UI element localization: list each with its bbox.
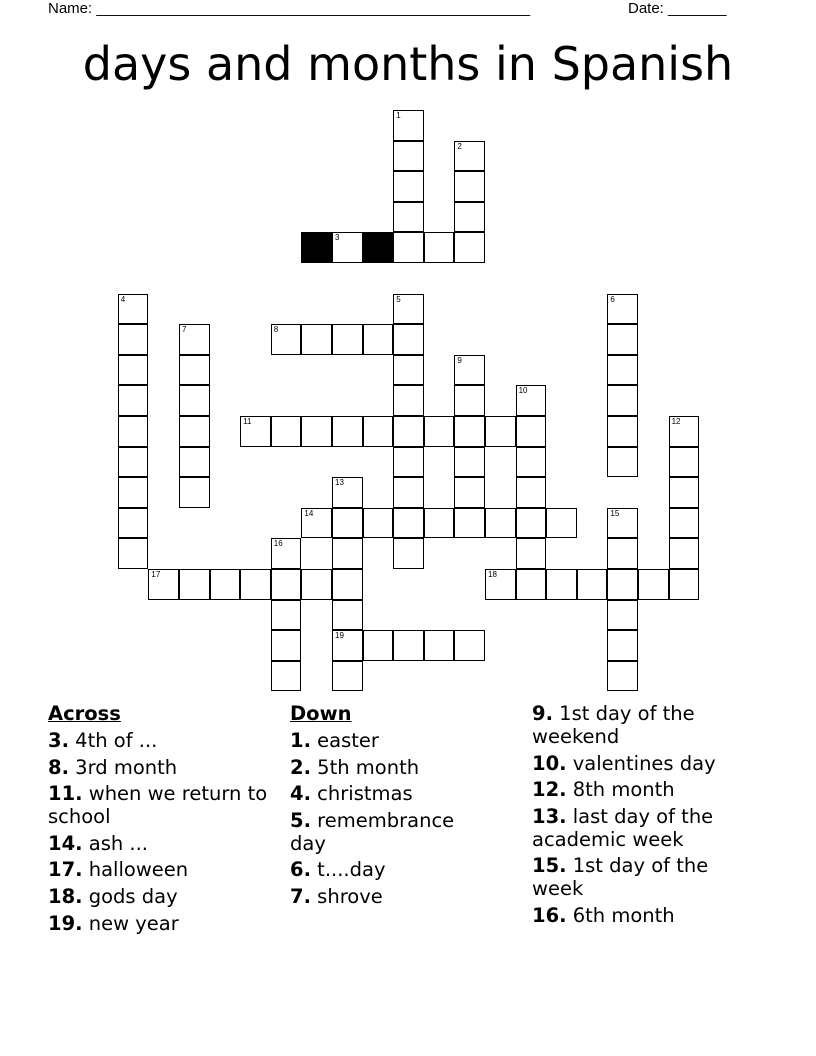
clue-item-number: 19. bbox=[48, 911, 83, 935]
clue-item-number: 4. bbox=[290, 782, 311, 806]
clue-number: 11 bbox=[243, 417, 252, 426]
clue-item bbox=[532, 805, 752, 851]
grid-cell[interactable] bbox=[271, 416, 302, 447]
clue-item bbox=[290, 809, 490, 855]
grid-cell[interactable] bbox=[393, 232, 424, 263]
clue-item-text: 1st day of the weekend bbox=[532, 702, 695, 748]
grid-cell[interactable] bbox=[393, 630, 424, 661]
grid-cell[interactable] bbox=[454, 171, 485, 202]
clue-number: 8 bbox=[273, 325, 279, 335]
grid-cell[interactable] bbox=[607, 324, 638, 355]
grid-cell[interactable] bbox=[516, 477, 547, 508]
grid-cell[interactable] bbox=[118, 477, 149, 508]
grid-cell[interactable] bbox=[424, 630, 455, 661]
clue-item bbox=[290, 729, 490, 752]
clue-number: 10 bbox=[518, 386, 528, 396]
grid-cell[interactable] bbox=[516, 569, 547, 600]
grid-cell[interactable] bbox=[485, 416, 516, 447]
clue-number: 12 bbox=[671, 417, 681, 426]
grid-cell[interactable] bbox=[240, 416, 271, 447]
grid-cell[interactable] bbox=[454, 232, 485, 263]
grid-cell[interactable] bbox=[179, 324, 210, 355]
grid-block bbox=[301, 232, 332, 263]
grid-cell[interactable] bbox=[393, 294, 424, 325]
grid-cell[interactable] bbox=[393, 447, 424, 478]
grid-cell[interactable] bbox=[393, 416, 424, 447]
grid-cell[interactable] bbox=[485, 569, 516, 600]
clue-item-number: 6. bbox=[290, 858, 311, 882]
clue-item-number: 5. bbox=[290, 808, 311, 832]
clue-number: 13 bbox=[335, 478, 344, 488]
grid-cell[interactable] bbox=[454, 141, 485, 172]
clue-item-text: t....day bbox=[310, 858, 386, 882]
clue-item bbox=[48, 756, 288, 779]
down-clues bbox=[290, 702, 490, 912]
clue-item-text: christmas bbox=[310, 782, 413, 806]
grid-cell[interactable] bbox=[271, 600, 302, 631]
grid-cell[interactable] bbox=[607, 630, 638, 661]
across-clues bbox=[48, 702, 288, 938]
grid-cell[interactable] bbox=[485, 508, 516, 539]
grid-cell[interactable] bbox=[393, 202, 424, 233]
grid-block bbox=[363, 232, 394, 263]
grid-cell[interactable] bbox=[118, 447, 149, 478]
grid-cell[interactable] bbox=[516, 416, 547, 447]
clue-item-text: last day of the academic week bbox=[532, 804, 714, 851]
clue-item bbox=[290, 858, 490, 881]
clue-number: 16 bbox=[273, 539, 283, 549]
clue-item-text: 4th of ... bbox=[68, 729, 158, 752]
clue-number: 1 bbox=[396, 111, 401, 120]
grid-cell[interactable] bbox=[393, 477, 424, 508]
clue-item-number: 8. bbox=[48, 755, 69, 779]
grid-cell[interactable] bbox=[118, 416, 149, 447]
grid-cell[interactable] bbox=[516, 508, 547, 539]
clue-item bbox=[290, 756, 490, 779]
clue-item-number: 11. bbox=[48, 782, 83, 806]
clue-item-text: 8th month bbox=[566, 778, 675, 802]
clue-item bbox=[48, 885, 288, 908]
grid-cell[interactable] bbox=[424, 232, 455, 263]
clue-item-text: 5th month bbox=[310, 755, 420, 779]
grid-cell[interactable] bbox=[118, 508, 149, 539]
clue-number: 15 bbox=[610, 508, 620, 518]
grid-cell[interactable] bbox=[454, 630, 485, 661]
grid-cell[interactable] bbox=[607, 508, 638, 539]
clue-item-number: 7. bbox=[290, 884, 311, 908]
clue-item bbox=[532, 778, 752, 801]
grid-cell[interactable] bbox=[271, 538, 302, 569]
grid-cell[interactable] bbox=[669, 569, 700, 600]
grid-cell[interactable] bbox=[332, 538, 363, 569]
clue-item-number: 9. bbox=[532, 702, 553, 725]
name-field[interactable]: Name: ____________________________________________________ bbox=[48, 0, 531, 17]
clue-number: 3 bbox=[335, 233, 340, 243]
grid-cell[interactable] bbox=[179, 416, 210, 447]
grid-cell[interactable] bbox=[669, 447, 700, 478]
grid-cell[interactable] bbox=[393, 385, 424, 416]
clue-item-number: 1. bbox=[290, 729, 311, 752]
grid-cell[interactable] bbox=[393, 110, 424, 141]
grid-cell[interactable] bbox=[118, 385, 149, 416]
clue-number: 6 bbox=[610, 294, 615, 304]
grid-cell[interactable] bbox=[424, 508, 455, 539]
clue-item bbox=[48, 782, 288, 828]
grid-cell[interactable] bbox=[301, 569, 332, 600]
clue-number: 2 bbox=[457, 141, 462, 151]
clue-item bbox=[48, 729, 288, 752]
grid-cell[interactable] bbox=[454, 477, 485, 508]
grid-cell[interactable] bbox=[301, 324, 332, 355]
grid-cell[interactable] bbox=[179, 385, 210, 416]
clue-item bbox=[532, 702, 752, 748]
clue-item bbox=[48, 832, 288, 855]
clue-item-text: new year bbox=[82, 911, 179, 935]
clue-item-text: valentines day bbox=[566, 751, 716, 775]
grid-cell[interactable] bbox=[393, 141, 424, 172]
down-clues-continued bbox=[532, 702, 752, 931]
clue-item-text: remembrance day bbox=[290, 808, 455, 855]
clue-item-number: 12. bbox=[532, 778, 567, 802]
grid-cell[interactable] bbox=[179, 569, 210, 600]
grid-cell[interactable] bbox=[332, 416, 363, 447]
grid-cell[interactable] bbox=[363, 508, 394, 539]
grid-cell[interactable] bbox=[332, 630, 363, 661]
clue-item-text: shrove bbox=[310, 884, 383, 908]
grid-cell[interactable] bbox=[363, 630, 394, 661]
clue-item bbox=[290, 782, 490, 805]
grid-cell[interactable] bbox=[516, 538, 547, 569]
grid-cell[interactable] bbox=[669, 538, 700, 569]
grid-cell[interactable] bbox=[393, 508, 424, 539]
grid-cell[interactable] bbox=[179, 447, 210, 478]
grid-cell[interactable] bbox=[669, 508, 700, 539]
clue-item-number: 14. bbox=[48, 831, 83, 855]
grid-cell[interactable] bbox=[454, 447, 485, 478]
grid-cell[interactable] bbox=[607, 416, 638, 447]
grid-cell[interactable] bbox=[393, 538, 424, 569]
clue-item-text: 6th month bbox=[566, 903, 675, 927]
clue-item-text: gods day bbox=[82, 884, 178, 908]
grid-cell[interactable] bbox=[301, 416, 332, 447]
grid-cell[interactable] bbox=[240, 569, 271, 600]
clue-item bbox=[290, 885, 490, 908]
grid-cell[interactable] bbox=[332, 232, 363, 263]
clue-item-number: 10. bbox=[532, 751, 567, 775]
grid-cell[interactable] bbox=[607, 538, 638, 569]
grid-cell[interactable] bbox=[516, 447, 547, 478]
grid-cell[interactable] bbox=[271, 661, 302, 692]
grid-cell[interactable] bbox=[669, 477, 700, 508]
clue-number: 18 bbox=[488, 570, 497, 579]
grid-cell[interactable] bbox=[546, 569, 577, 600]
clue-item-number: 18. bbox=[48, 884, 83, 908]
clue-number: 4 bbox=[120, 294, 126, 304]
clue-item-number: 2. bbox=[290, 755, 311, 779]
grid-cell[interactable] bbox=[607, 355, 638, 386]
grid-cell[interactable] bbox=[332, 600, 363, 631]
clue-item-number: 15. bbox=[532, 854, 567, 878]
grid-cell[interactable] bbox=[454, 508, 485, 539]
date-field[interactable]: Date: _______ bbox=[628, 0, 727, 17]
grid-cell[interactable] bbox=[363, 324, 394, 355]
grid-cell[interactable] bbox=[118, 355, 149, 386]
clue-item-text: when we return to school bbox=[48, 782, 268, 829]
clue-number: 14 bbox=[304, 508, 314, 518]
grid-cell[interactable] bbox=[607, 294, 638, 325]
grid-cell[interactable] bbox=[332, 569, 363, 600]
grid-cell[interactable] bbox=[607, 600, 638, 631]
grid-cell[interactable] bbox=[179, 355, 210, 386]
grid-cell[interactable] bbox=[210, 569, 241, 600]
clue-item bbox=[532, 904, 752, 927]
down-heading: Down bbox=[290, 702, 352, 725]
grid-cell[interactable] bbox=[546, 508, 577, 539]
grid-cell[interactable] bbox=[118, 294, 149, 325]
grid-cell[interactable] bbox=[332, 508, 363, 539]
clue-item-text: halloween bbox=[82, 858, 189, 882]
grid-cell[interactable] bbox=[607, 447, 638, 478]
grid-cell[interactable] bbox=[271, 569, 302, 600]
across-heading: Across bbox=[48, 702, 121, 725]
clue-item-text: 1st day of the week bbox=[532, 854, 709, 901]
grid-cell[interactable] bbox=[607, 385, 638, 416]
clue-item bbox=[48, 912, 288, 935]
grid-cell[interactable] bbox=[332, 661, 363, 692]
grid-cell[interactable] bbox=[363, 416, 394, 447]
clue-number: 19 bbox=[335, 631, 344, 641]
clue-item bbox=[48, 858, 288, 881]
clue-number: 7 bbox=[182, 325, 187, 335]
grid-cell[interactable] bbox=[669, 416, 700, 447]
clue-item-text: ash ... bbox=[82, 831, 149, 855]
page-title: days and months in Spanish bbox=[82, 37, 734, 91]
clue-item-text: 3rd month bbox=[68, 755, 178, 779]
grid-cell[interactable] bbox=[577, 569, 608, 600]
grid-cell[interactable] bbox=[424, 416, 455, 447]
grid-cell[interactable] bbox=[454, 202, 485, 233]
clue-number: 5 bbox=[396, 294, 401, 304]
grid-cell[interactable] bbox=[607, 661, 638, 692]
grid-cell[interactable] bbox=[301, 508, 332, 539]
clue-item-number: 3. bbox=[48, 729, 69, 752]
grid-cell[interactable] bbox=[271, 630, 302, 661]
grid-cell[interactable] bbox=[454, 385, 485, 416]
grid-cell[interactable] bbox=[332, 324, 363, 355]
grid-cell[interactable] bbox=[393, 324, 424, 355]
clue-item bbox=[532, 752, 752, 775]
grid-cell[interactable] bbox=[332, 477, 363, 508]
grid-cell[interactable] bbox=[516, 385, 547, 416]
grid-cell[interactable] bbox=[454, 355, 485, 386]
grid-cell[interactable] bbox=[393, 355, 424, 386]
clue-item-number: 17. bbox=[48, 858, 83, 882]
clue-item-text: easter bbox=[310, 729, 379, 752]
grid-cell[interactable] bbox=[271, 324, 302, 355]
clue-item-number: 16. bbox=[532, 903, 567, 927]
grid-cell[interactable] bbox=[607, 569, 638, 600]
grid-cell[interactable] bbox=[118, 324, 149, 355]
grid-cell[interactable] bbox=[454, 416, 485, 447]
clue-number: 9 bbox=[457, 355, 462, 365]
grid-cell[interactable] bbox=[638, 569, 669, 600]
clue-number: 17 bbox=[151, 570, 161, 579]
grid-cell[interactable] bbox=[179, 477, 210, 508]
clue-item bbox=[532, 854, 752, 900]
grid-cell[interactable] bbox=[148, 569, 179, 600]
grid-cell[interactable] bbox=[118, 538, 149, 569]
clue-item-number: 13. bbox=[532, 804, 567, 828]
grid-cell[interactable] bbox=[393, 171, 424, 202]
